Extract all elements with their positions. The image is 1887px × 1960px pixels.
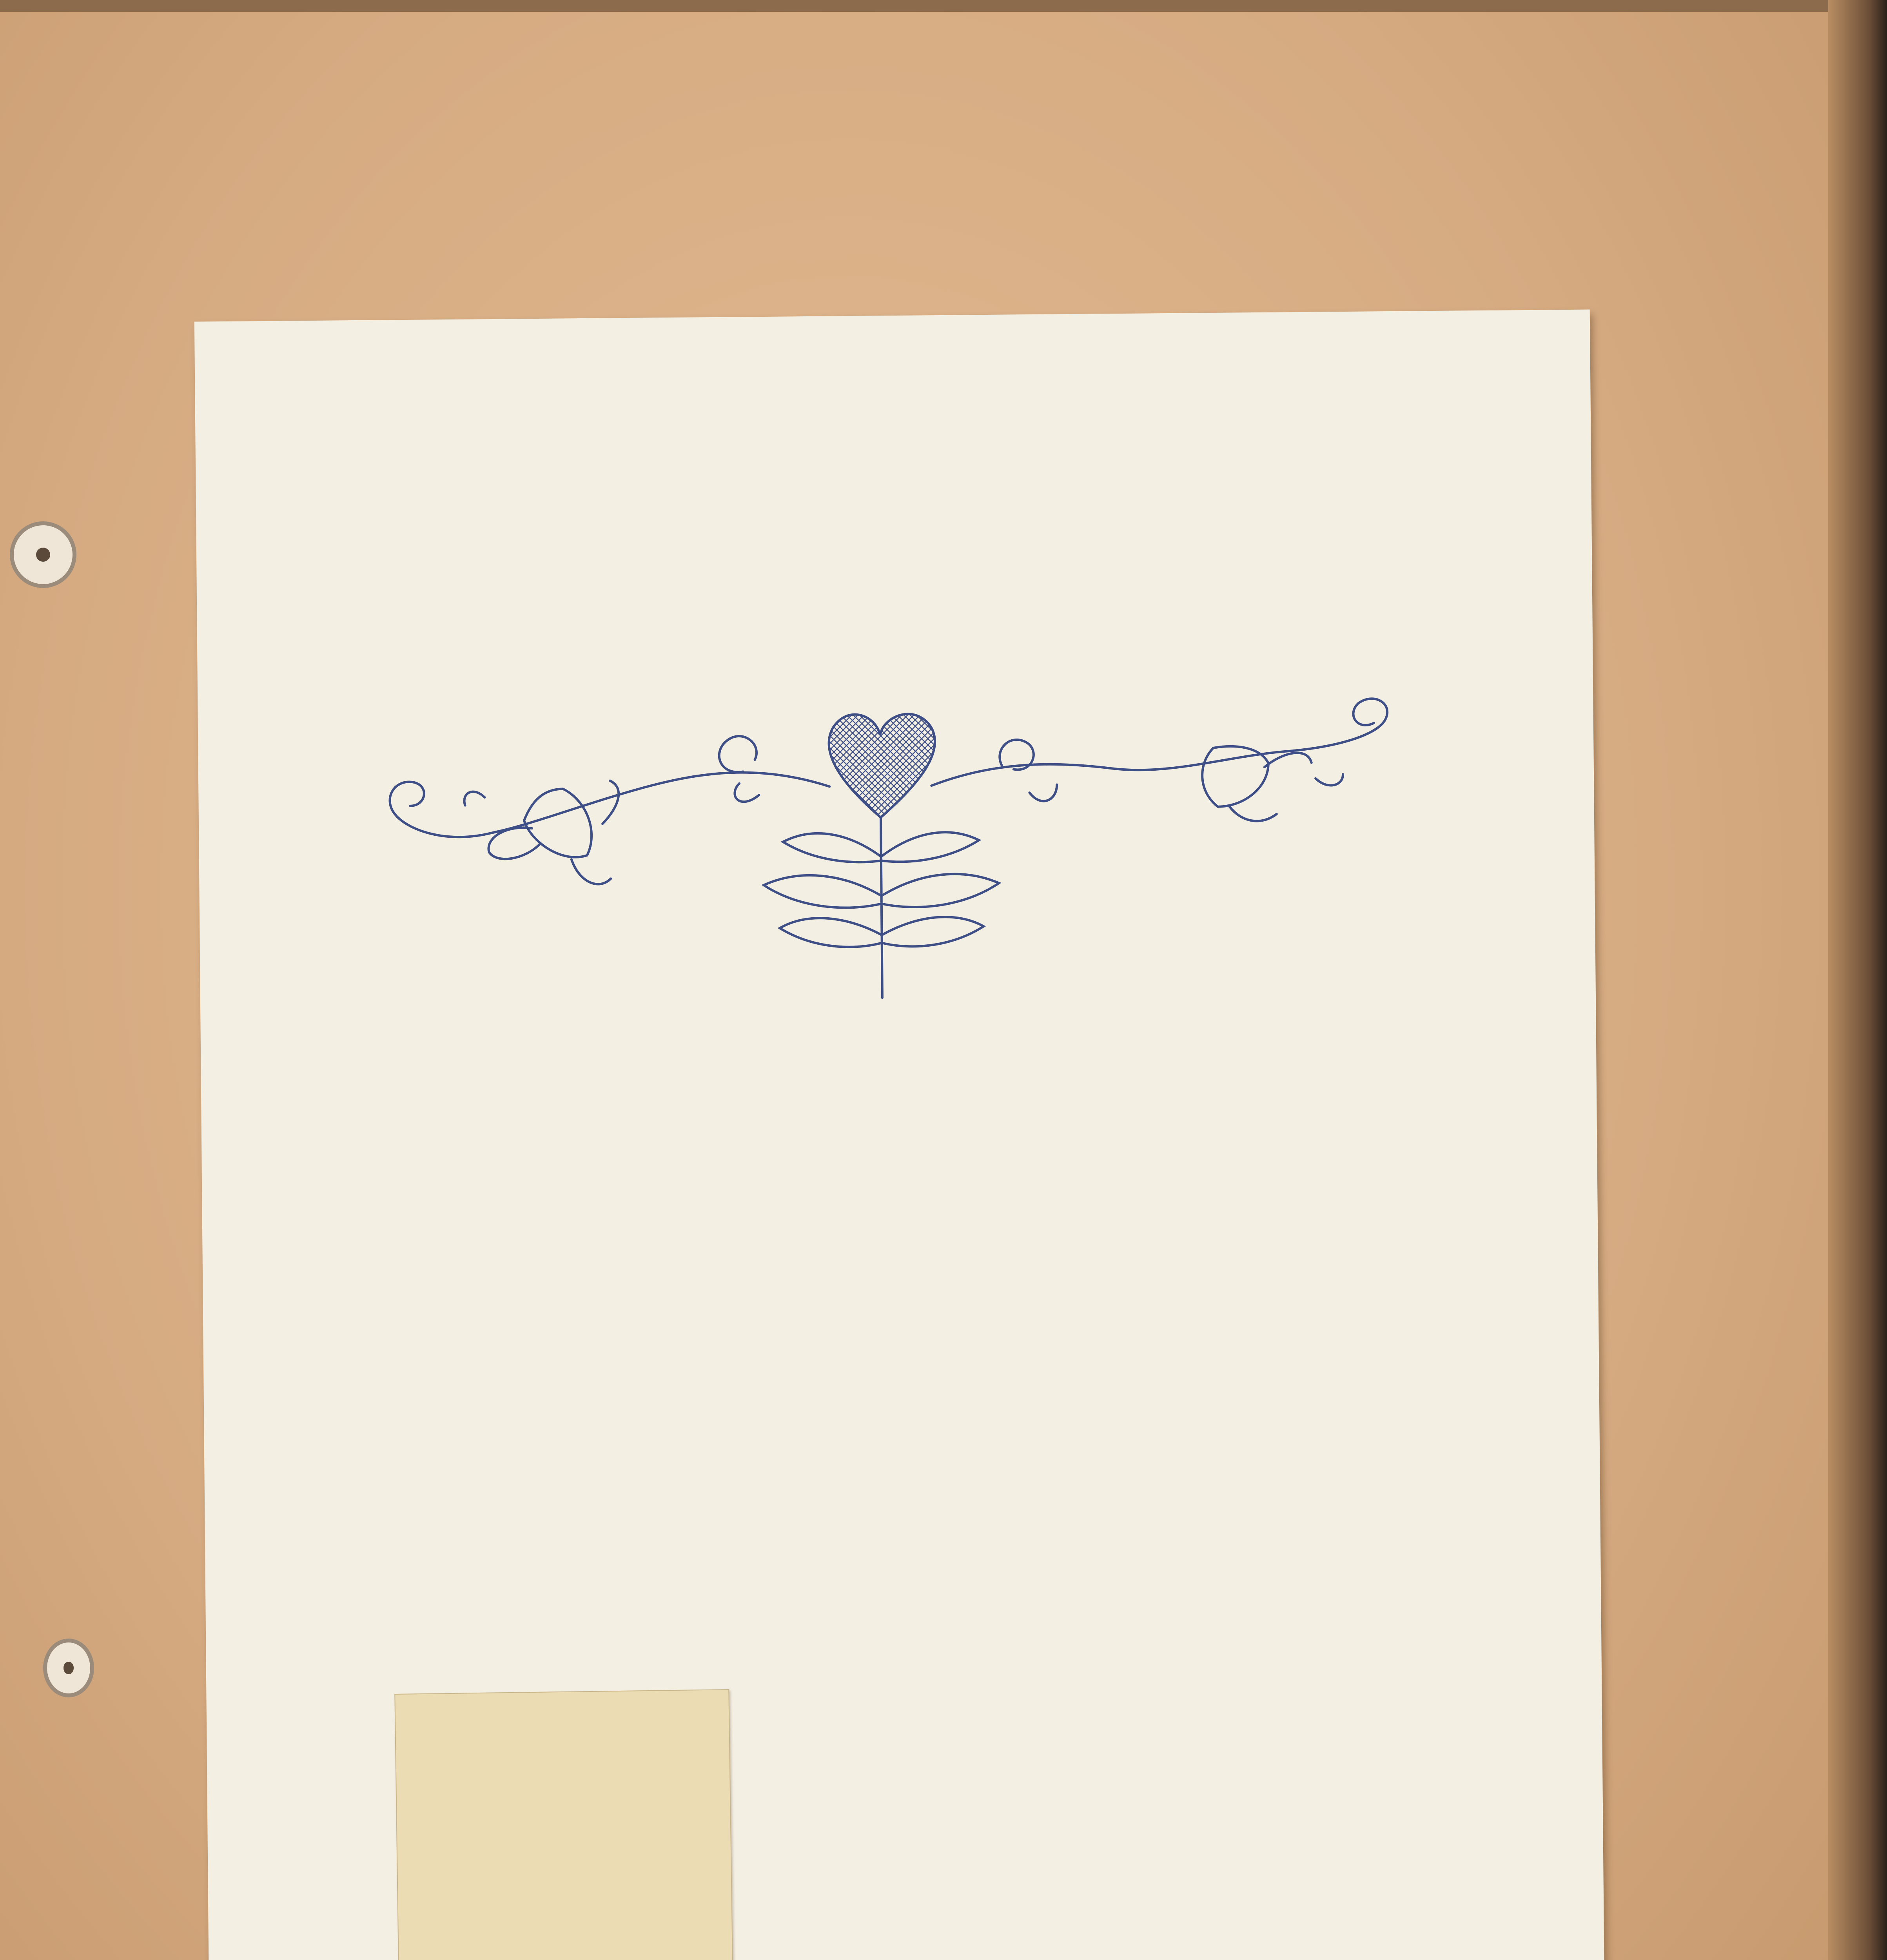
binder-ring-top: [10, 521, 76, 588]
page-top-edge: [0, 0, 1887, 12]
page-stack-edge: [1828, 0, 1887, 1960]
heart-vine-drawing: [366, 687, 1466, 1010]
newspaper-clipping: [394, 1689, 733, 1960]
clipping-body: [416, 1728, 713, 1732]
binder-ring-bottom: [43, 1639, 94, 1697]
